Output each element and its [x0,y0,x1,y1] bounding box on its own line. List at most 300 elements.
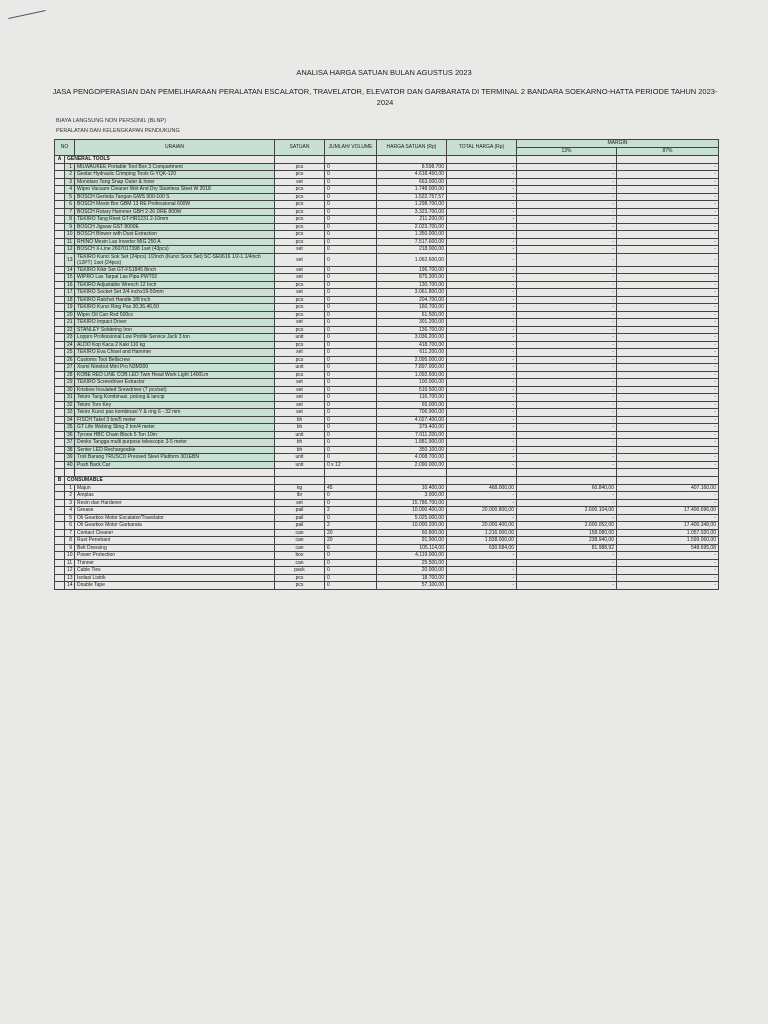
item-quantity: 0 [325,559,377,567]
item-margin-13: - [517,379,617,387]
item-no: 13 [65,253,75,266]
row-indent [55,454,65,462]
item-description: Tekiro Tang Kombinasi, potong & lancip [75,394,275,402]
item-margin-87: - [617,311,719,319]
item-unit-price: 2.023.700,00 [377,223,447,231]
item-no: 7 [65,208,75,216]
table-row [55,311,719,319]
item-unit: set [275,401,325,409]
item-margin-87: - [617,223,719,231]
item-unit-price: 7.897.000,00 [377,364,447,372]
item-margin-13: - [517,289,617,297]
item-unit: can [275,544,325,552]
table-row [55,484,719,492]
item-unit-price: 3.061.800,00 [377,289,447,297]
item-no: 21 [65,319,75,327]
item-quantity: 0 [325,171,377,179]
item-description: Wipro Vacuum Cleaner Wet And Dry Stainless Steel W 2018 [75,186,275,194]
item-no: 9 [65,544,75,552]
item-description: RHINO Mesin Las Inverter MIG 250 A [75,238,275,246]
item-margin-13: - [517,281,617,289]
item-total: - [447,311,517,319]
item-unit-price: 65.000,00 [377,401,447,409]
table-row [55,349,719,357]
item-no: 30 [65,386,75,394]
item-total: - [447,246,517,254]
col-margin: MARGIN [517,140,719,148]
item-margin-13: 60.840,00 [517,484,617,492]
item-unit: set [275,178,325,186]
item-unit-price: 4.027.400,00 [377,416,447,424]
table-row [55,461,719,469]
item-margin-87: - [617,334,719,342]
item-margin-13: - [517,567,617,575]
item-margin-87: - [617,238,719,246]
item-unit: unit [275,461,325,469]
item-margin-87: - [617,431,719,439]
item-total: - [447,296,517,304]
item-no: 6 [65,522,75,530]
item-unit: can [275,559,325,567]
item-total: 630.684,00 [447,544,517,552]
table-row [55,499,719,507]
item-margin-87: - [617,371,719,379]
row-indent [55,439,65,447]
item-description: Power Protection [75,552,275,560]
document-subtitle: JASA PENGOPERASIAN DAN PEMELIHARAAN PERALATAN ESCALATOR, TRAVELATOR, ELEVATOR DAN GARBARATA DI TERMINAL 2 BANDARA SOEKARNO-HATTA PERIODE TAHUN 2023-2024 [52,87,718,107]
row-indent [55,356,65,364]
item-unit-price: 379.400,00 [377,424,447,432]
item-unit-price: 18.700,00 [377,574,447,582]
row-indent [55,341,65,349]
item-no: 11 [65,559,75,567]
item-no: 8 [65,216,75,224]
item-total: - [447,371,517,379]
item-margin-87: - [617,326,719,334]
table-row [55,253,719,266]
item-margin-87: - [617,574,719,582]
item-unit-price: 160.700,00 [377,304,447,312]
item-quantity: 0 [325,386,377,394]
item-margin-13: 158.080,00 [517,529,617,537]
section-row-general-tools [55,156,719,164]
item-margin-13: - [517,514,617,522]
item-margin-13: - [517,582,617,590]
item-total: - [447,274,517,282]
item-unit: pcs [275,238,325,246]
item-no: 23 [65,334,75,342]
item-description: WIPRO Las Tarpal Las Pipa PWT02 [75,274,275,282]
item-unit-price: 25.500,00 [377,559,447,567]
row-indent [55,246,65,254]
row-indent [55,163,65,171]
row-indent [55,537,65,545]
item-quantity: 0 [325,416,377,424]
row-indent [55,582,65,590]
item-quantity: 0 [325,201,377,209]
item-no: 40 [65,461,75,469]
item-total: - [447,446,517,454]
item-total: - [447,201,517,209]
item-unit-price: 116.700,00 [377,394,447,402]
item-unit-price: 1.881.900,00 [377,439,447,447]
item-margin-87: 407.160,00 [617,484,719,492]
item-quantity: 0 [325,424,377,432]
item-margin-87: 548.695,08 [617,544,719,552]
item-total: - [447,281,517,289]
item-margin-13: - [517,178,617,186]
table-row [55,559,719,567]
item-margin-87: - [617,208,719,216]
row-indent [55,574,65,582]
item-unit-price: 211.200,00 [377,216,447,224]
item-margin-13: - [517,431,617,439]
item-quantity: 0 [325,289,377,297]
item-quantity: 0 [325,326,377,334]
row-indent [55,326,65,334]
item-no: 7 [65,529,75,537]
item-total: - [447,216,517,224]
item-description: TEKIRO Socket Set 3/4 inchx19-50mm [75,289,275,297]
item-total: - [447,364,517,372]
item-total: - [447,223,517,231]
item-description: Oli Gearbox Motor Escalator/Travelator [75,514,275,522]
item-quantity: 0 [325,379,377,387]
table-row [55,552,719,560]
item-unit-price: 1.522.757,57 [377,193,447,201]
row-indent [55,507,65,515]
table-row [55,522,719,530]
item-unit: bh [275,439,325,447]
item-margin-13: - [517,349,617,357]
item-margin-13: - [517,454,617,462]
item-quantity: 0 [325,499,377,507]
item-unit-price: 4.119.000,00 [377,552,447,560]
table-row [55,319,719,327]
item-margin-87: - [617,446,719,454]
item-unit-price: 196.700,00 [377,266,447,274]
item-no: 31 [65,394,75,402]
row-indent [55,208,65,216]
item-margin-13: - [517,401,617,409]
item-no: 5 [65,193,75,201]
item-unit-price: 5.025.000,00 [377,514,447,522]
item-margin-87: - [617,356,719,364]
item-quantity: 0 [325,319,377,327]
item-unit: pcs [275,171,325,179]
item-margin-87: - [617,289,719,297]
item-margin-13: - [517,253,617,266]
table-row [55,356,719,364]
item-no: 13 [65,574,75,582]
item-quantity: 0 [325,216,377,224]
item-total: - [447,379,517,387]
item-quantity: 0 [325,281,377,289]
row-indent [55,334,65,342]
col-no: NO [55,140,75,156]
item-no: 2 [65,171,75,179]
item-description: Tekiro Torx Key [75,401,275,409]
item-total: - [447,431,517,439]
item-total: - [447,574,517,582]
item-quantity: 0 [325,266,377,274]
item-description: ALDO Kop Kaca 2 Kaki 110 kg [75,341,275,349]
table-row [55,394,719,402]
item-no: 3 [65,178,75,186]
item-no: 9 [65,223,75,231]
row-indent [55,461,65,469]
item-no: 24 [65,341,75,349]
item-margin-87: - [617,201,719,209]
table-row [55,446,719,454]
item-unit: pail [275,514,325,522]
item-quantity: 0 [325,186,377,194]
table-row [55,567,719,575]
consumables-body [55,477,719,590]
table-row [55,304,719,312]
item-description: Cable Ties [75,567,275,575]
row-indent [55,231,65,239]
table-row [55,492,719,500]
item-unit: set [275,266,325,274]
item-no: 29 [65,379,75,387]
item-margin-13: - [517,461,617,469]
item-unit-price: 1.748.000,00 [377,186,447,194]
item-unit: pcs [275,304,325,312]
item-margin-87: - [617,274,719,282]
item-margin-87: - [617,364,719,372]
item-margin-87: - [617,178,719,186]
item-unit: set [275,386,325,394]
col-satuan: SATUAN [275,140,325,156]
item-margin-13: - [517,223,617,231]
item-margin-87: - [617,499,719,507]
item-margin-13: - [517,201,617,209]
section-title: GENERAL TOOLS [65,156,275,164]
item-margin-87: - [617,231,719,239]
item-unit: pcs [275,296,325,304]
item-margin-87: - [617,246,719,254]
item-description: Tekiro Kunci pas kombinasi Y & ring 6 - 32 mm [75,409,275,417]
item-unit: set [275,499,325,507]
item-no: 4 [65,507,75,515]
item-total: - [447,334,517,342]
item-no: 36 [65,431,75,439]
item-total: 468.000,00 [447,484,517,492]
item-unit-price: 4.008.700,00 [377,454,447,462]
item-description: BOSCH Blower with Dust Extraction [75,231,275,239]
item-margin-87: - [617,416,719,424]
item-margin-87: - [617,349,719,357]
item-description: BOSCH Gerinda Tangan GWS 900-100 S [75,193,275,201]
row-indent [55,499,65,507]
item-total: - [447,424,517,432]
item-unit-price: 516.500,00 [377,386,447,394]
item-no: 16 [65,281,75,289]
table-row [55,201,719,209]
item-total: - [447,171,517,179]
section-title: CONSUMABLE [65,477,275,485]
item-no: 1 [65,163,75,171]
item-no: 26 [65,356,75,364]
table-row [55,364,719,372]
col-total: TOTAL HARGA (Rp) [447,140,517,156]
item-quantity: 0 [325,582,377,590]
table-row [55,208,719,216]
section-letter: A [55,156,65,164]
item-no: 10 [65,552,75,560]
item-description: Contact Cleaner [75,529,275,537]
item-margin-13: - [517,171,617,179]
table-row [55,409,719,417]
item-quantity: 0 [325,231,377,239]
row-indent [55,364,65,372]
item-margin-87: - [617,216,719,224]
item-total: - [447,416,517,424]
item-description: BOSCH Jigsaw GST 8000E [75,223,275,231]
item-description: GT Life Webing Sling 2 ton/4 meter [75,424,275,432]
item-quantity: 0 [325,431,377,439]
item-unit-price: 57.100,00 [377,582,447,590]
item-unit-price: 2.095.000,00 [377,356,447,364]
item-margin-87: - [617,559,719,567]
item-margin-13: - [517,311,617,319]
item-description: Senter LED Rechargeable [75,446,275,454]
item-description: Resin dan Hardener [75,499,275,507]
item-margin-87: - [617,514,719,522]
item-unit-price: 611.200,00 [377,349,447,357]
item-no: 37 [65,439,75,447]
item-no: 32 [65,401,75,409]
item-total: - [447,492,517,500]
item-no: 4 [65,186,75,194]
item-total: - [447,401,517,409]
item-margin-13: - [517,296,617,304]
item-margin-13: - [517,274,617,282]
row-indent [55,529,65,537]
item-total: 20.000.800,00 [447,507,517,515]
item-unit: pcs [275,341,325,349]
row-indent [55,394,65,402]
item-total: - [447,386,517,394]
item-margin-87: - [617,401,719,409]
item-quantity: 0 [325,238,377,246]
item-quantity: 0 [325,274,377,282]
item-unit: bh [275,416,325,424]
item-description: Oli Gearbox Motor Garbarata [75,522,275,530]
item-no: 1 [65,484,75,492]
item-unit: pcs [275,582,325,590]
item-quantity: 20 [325,529,377,537]
item-no: 28 [65,371,75,379]
item-no: 2 [65,492,75,500]
item-quantity: 0 [325,193,377,201]
item-unit-price: 8.598.700 [377,163,447,171]
table-row [55,178,719,186]
table-row [55,582,719,590]
item-unit: pcs [275,193,325,201]
table-row [55,326,719,334]
row-indent [55,409,65,417]
table-row [55,439,719,447]
item-margin-13: - [517,371,617,379]
row-indent [55,349,65,357]
item-unit: can [275,537,325,545]
item-quantity: 0 x 12 [325,461,377,469]
item-unit: pcs [275,356,325,364]
item-unit-price: 130.700,00 [377,281,447,289]
item-unit: bh [275,446,325,454]
table-row [55,544,719,552]
row-indent [55,178,65,186]
row-indent [55,266,65,274]
item-unit: pcs [275,216,325,224]
item-description: TEKIRO Impact Driver [75,319,275,327]
item-no: 17 [65,289,75,297]
item-unit: kg [275,484,325,492]
item-quantity: 0 [325,178,377,186]
item-unit-price: 20.000,00 [377,567,447,575]
item-total: - [447,319,517,327]
item-description: Belt Dressing [75,544,275,552]
item-quantity: 0 [325,246,377,254]
item-unit-price: 301.200,00 [377,319,447,327]
item-total: - [447,499,517,507]
table-row [55,507,719,515]
table-row [55,281,719,289]
item-unit: can [275,529,325,537]
row-indent [55,186,65,194]
item-quantity: 6 [325,544,377,552]
item-unit-price: 7.517.600,00 [377,238,447,246]
table-row [55,574,719,582]
item-unit-price: 105.114,00 [377,544,447,552]
item-total: - [447,208,517,216]
table-row [55,514,719,522]
item-total: 1.838.000,00 [447,537,517,545]
item-margin-13: - [517,364,617,372]
section-row-consumable [55,477,719,485]
item-description: Denko Tangga multi purpose telescopic 3-5 meter [75,439,275,447]
table-row [55,416,719,424]
row-indent [55,311,65,319]
item-unit-price: 10.000.400,00 [377,507,447,515]
row-indent [55,253,65,266]
table-row [55,246,719,254]
item-quantity: 45 [325,484,377,492]
item-unit: pcs [275,201,325,209]
row-indent [55,238,65,246]
item-total: - [447,559,517,567]
item-unit: pcs [275,574,325,582]
row-indent [55,296,65,304]
item-unit-price: 100.000,00 [377,379,447,387]
item-total: - [447,304,517,312]
item-unit: set [275,394,325,402]
table-row [55,238,719,246]
row-indent [55,304,65,312]
item-quantity: 0 [325,492,377,500]
item-total: - [447,356,517,364]
item-margin-87: - [617,394,719,402]
item-margin-13: - [517,424,617,432]
item-margin-87: - [617,281,719,289]
item-margin-13: - [517,208,617,216]
item-description: TEKIRO Kikir Set GT-FS1845 8inch [75,266,275,274]
row-indent [55,379,65,387]
item-total: - [447,409,517,417]
item-margin-87: - [617,171,719,179]
